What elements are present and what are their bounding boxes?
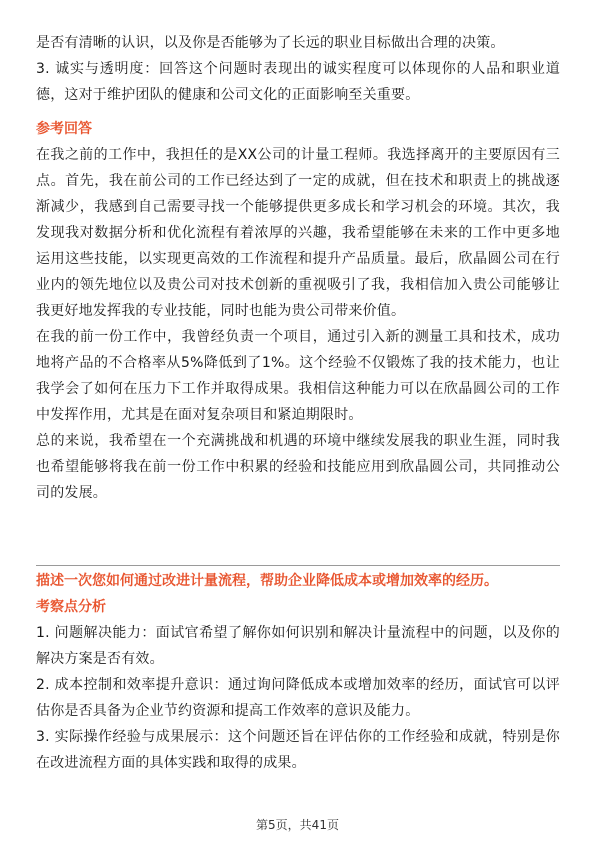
section-divider xyxy=(36,565,560,566)
reference-answer-heading: 参考回答 xyxy=(36,121,92,137)
analysis-heading: 考察点分析 xyxy=(36,599,106,615)
analysis-point-1: 1. 问题解决能力：面试官希望了解你如何识别和解决计量流程中的问题，以及你的解决方案是否有效。 xyxy=(36,625,560,667)
assessment-point-3: 3. 诚实与透明度：回答这个问题时表现出的诚实程度可以体现你的人品和职业道德，这对于维护团队的健康和公司文化的正面影响至关重要。 xyxy=(36,61,560,103)
reference-paragraph-2: 在我的前一份工作中，我曾经负责一个项目，通过引入新的测量工具和技术，成功地将产品的不合格率从5%降低到了1%。这个经验不仅锻炼了我的技术能力，也让我学会了如何在压力下工作并取得成果。我相信这种能力可以在欣晶圆公司的工作中发挥作用，尤其是在面对复杂项目和紧迫期限时。 xyxy=(36,329,560,423)
analysis-point-2: 2. 成本控制和效率提升意识：通过询问降低成本或增加效率的经历，面试官可以评估你是否具备为企业节约资源和提高工作效率的意识及能力。 xyxy=(36,677,560,719)
page-number: 第5页，共41页 xyxy=(256,818,339,832)
analysis-point-3: 3. 实际操作经验与成果展示：这个问题还旨在评估你的工作经验和成就，特别是你在改进流程方面的具体实践和取得的成果。 xyxy=(36,729,560,771)
question-title: 描述一次您如何通过改进计量流程，帮助企业降低成本或增加效率的经历。 xyxy=(36,573,498,589)
reference-paragraph-3: 总的来说，我希望在一个充满挑战和机遇的环境中继续发展我的职业生涯，同时我也希望能够将我在前一份工作中积累的经验和技能应用到欣晶圆公司，共同推动公司的发展。 xyxy=(36,433,560,501)
reference-paragraph-1: 在我之前的工作中，我担任的是XX公司的计量工程师。我选择离开的主要原因有三点。首先，我在前公司的工作已经达到了一定的成就，但在技术和职责上的挑战逐渐减少，我感到自己需要寻找一个能够提供更多成长和学习机会的环境。其次，我发现我对数据分析和优化流程有着浓厚的兴趣，我希望能够在未来的工作中更多地运用这些技能，以实现更高效的工作流程和提升产品质量。最后，欣晶圆公司在行业内的领先地位以及贵公司对技术创新的重视吸引了我，我相信加入贵公司能够让我更好地发挥我的专业技能，同时也能为贵公司带来价值。 xyxy=(36,147,560,319)
paragraph-continued: 是否有清晰的认识，以及你是否能够为了长远的职业目标做出合理的决策。 xyxy=(36,35,505,51)
page-body xyxy=(36,30,560,506)
next-question-block xyxy=(36,568,560,776)
